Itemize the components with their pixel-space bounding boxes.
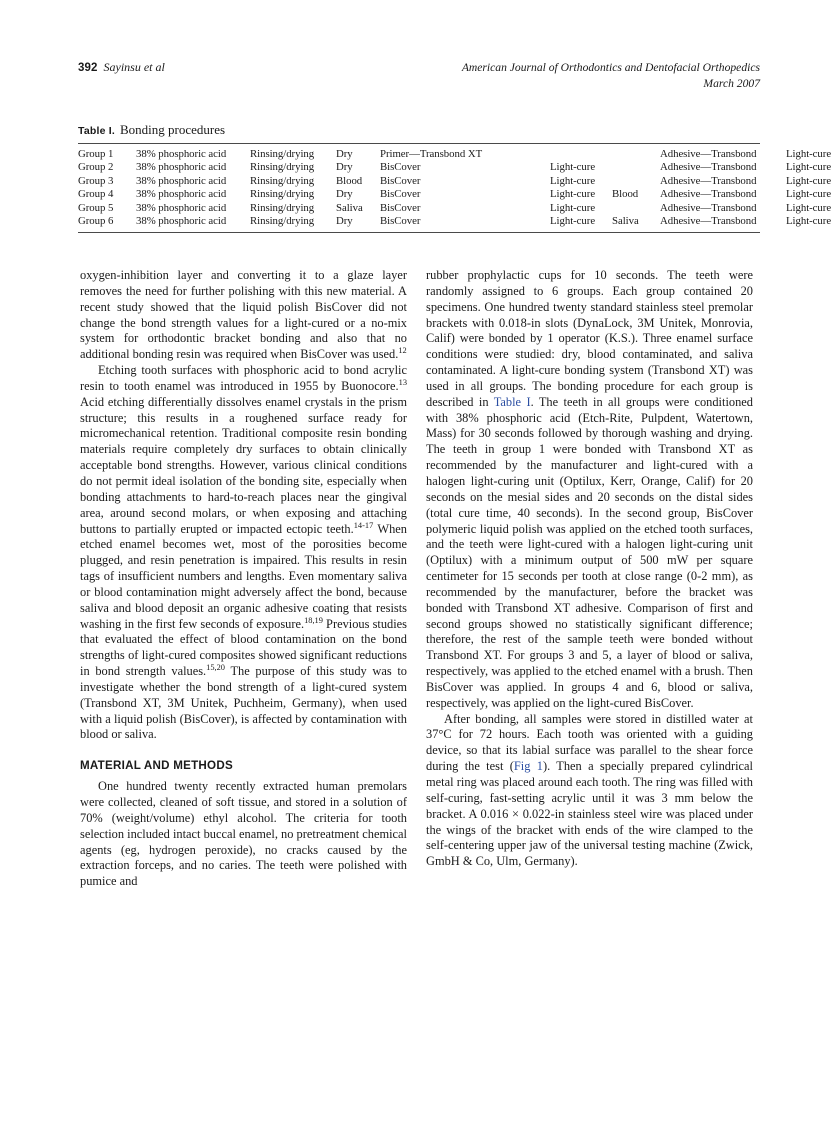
paragraph-text: Previous studies that evaluated the effect of blood contamination on the bond strengths of light-cured composites showed significant reductions in bond strength values. bbox=[80, 616, 407, 679]
cell-etchant: 38% phosphoric acid bbox=[136, 201, 227, 214]
table-row bbox=[78, 202, 838, 215]
cell-cure-2: Light-cure bbox=[786, 174, 832, 187]
cell-cure-2: Light-cure bbox=[786, 148, 832, 160]
paragraph-text: The purpose of this study was to investigate whether the bond strength of a light-cured system (Transbond XT, 3M Unitek, Puchheim, Germany), when used with a liquid polish (BisCover), is affected by contamination with blood or saliva. bbox=[80, 664, 407, 742]
body-column-right bbox=[426, 268, 753, 870]
cell-adhesive: Adhesive—Transbond bbox=[660, 201, 757, 214]
paragraph-after-bonding bbox=[426, 712, 753, 870]
table-bonding-procedures bbox=[78, 122, 832, 233]
cell-rinse: Rinsing/drying bbox=[250, 215, 315, 228]
cell-contaminant: Saliva bbox=[612, 215, 639, 228]
paragraph-text: When etched enamel becomes wet, most of the porosities become plugged, and resin penetration is impaired. This results in resin tags of insufficient numbers and lengths. Even momentary saliva or blood contamination might adversely affect the bond, because saliva and blood deposit an organic adhesive coating that resists washing in the first few seconds of exposure. bbox=[80, 521, 407, 631]
table-label: Table I. bbox=[78, 125, 115, 137]
cell-primer: BisCover bbox=[380, 201, 421, 214]
issue-date: March 2007 bbox=[703, 76, 760, 90]
running-head-left bbox=[78, 60, 165, 75]
table-row bbox=[78, 148, 838, 161]
paragraph-text: Acid etching differentially dissolves enamel crystals in the prism structure; this results in a roughened surface ready for micromechanical retention. Traditional composite resin bonding materials require completely dry surfaces to obtain clinically acceptable bond strengths. However, various clinical conditions do not permit ideal isolation of the bonding site, especially when bonding attachments to hard-to-reach places near the gingival area, around second molars, or when exposing and attaching buttons to partially erupted or impacted ectopic teeth. bbox=[80, 394, 407, 536]
running-head bbox=[78, 60, 760, 100]
table-cross-reference-link[interactable]: Table I bbox=[493, 394, 531, 409]
page-number: 392 bbox=[78, 62, 98, 74]
cell-etchant: 38% phosphoric acid bbox=[136, 188, 227, 201]
cell-group: Group 2 bbox=[78, 161, 114, 174]
cell-primer: Primer—Transbond XT bbox=[380, 148, 483, 160]
reference-marker: 15,20 bbox=[206, 662, 225, 672]
cell-cure-2: Light-cure bbox=[786, 201, 832, 214]
cell-rinse: Rinsing/drying bbox=[250, 161, 315, 174]
reference-marker: 14-17 bbox=[353, 520, 374, 530]
reference-marker: 18,19 bbox=[304, 615, 323, 625]
cell-condition: Dry bbox=[336, 215, 353, 228]
cell-contaminant bbox=[612, 161, 660, 174]
cell-rinse: Rinsing/drying bbox=[250, 188, 315, 201]
cell-condition: Blood bbox=[336, 174, 363, 187]
cell-primer: BisCover bbox=[380, 215, 421, 228]
cell-contaminant bbox=[612, 148, 660, 161]
table-caption bbox=[78, 122, 760, 139]
cell-etchant: 38% phosphoric acid bbox=[136, 161, 227, 174]
cell-contaminant: Blood bbox=[612, 188, 639, 201]
reference-marker: 12 bbox=[398, 346, 407, 356]
paragraph-text: rubber prophylactic cups for 10 seconds. The teeth were randomly assigned to 6 groups. Each group contained 20 specimens. One hundred twenty standard stainless steel premolar brackets with 0.018-in slots (DynaLock, 3M Unitek, Monrovia, Calif) were bonded by 1 operator (K.S.). Three enamel surface conditions were studied: dry, blood contaminated, and saliva contaminated. A light-cure bonding system (Transbond XT) was used in all groups. The bonding procedure for each group is described in bbox=[426, 268, 753, 409]
section-heading-material-and-methods: MATERIAL AND METHODS bbox=[80, 759, 233, 773]
cell-adhesive: Adhesive—Transbond bbox=[660, 161, 757, 174]
cell-group: Group 4 bbox=[78, 188, 114, 201]
cell-cure-1: Light-cure bbox=[550, 201, 596, 214]
cell-rinse: Rinsing/drying bbox=[250, 148, 315, 160]
cell-etchant: 38% phosphoric acid bbox=[136, 148, 227, 160]
cell-group: Group 6 bbox=[78, 215, 114, 228]
paragraph-text: Etching tooth surfaces with phosphoric acid to bond acrylic resin to tooth enamel was introduced in 1955 by Buonocore. bbox=[80, 363, 407, 393]
table-row bbox=[78, 188, 838, 201]
cell-cure-1: Light-cure bbox=[550, 174, 596, 187]
cell-adhesive: Adhesive—Transbond bbox=[660, 174, 757, 187]
cell-condition: Dry bbox=[336, 148, 353, 160]
cell-cure-2: Light-cure bbox=[786, 188, 832, 201]
cell-etchant: 38% phosphoric acid bbox=[136, 215, 227, 228]
cell-group: Group 3 bbox=[78, 174, 114, 187]
cell-rinse: Rinsing/drying bbox=[250, 174, 315, 187]
cell-cure-2: Light-cure bbox=[786, 161, 832, 174]
paragraph-continued bbox=[80, 268, 407, 363]
cell-cure-1: Light-cure bbox=[550, 188, 596, 201]
cell-condition: Dry bbox=[336, 161, 353, 174]
table-row bbox=[78, 175, 838, 188]
cell-adhesive: Adhesive—Transbond bbox=[660, 188, 757, 201]
cell-cure-1 bbox=[550, 148, 612, 161]
paragraph-text: oxygen-inhibition layer and converting it to a glaze layer removes the need for further polishing with this new material. A recent study showed that the liquid polish BisCover did not change the bond strength values for a light-cured or a no-mix system for orthodontic bracket bonding and also that no additional bonding resin was required when BisCover was used. bbox=[80, 268, 407, 362]
paragraph-sample-preparation-continued bbox=[426, 268, 753, 712]
cell-cure-1: Light-cure bbox=[550, 161, 596, 174]
cell-cure-1: Light-cure bbox=[550, 215, 596, 228]
cell-cure-2: Light-cure bbox=[786, 215, 832, 228]
table-rule-bottom bbox=[78, 232, 760, 233]
paragraph-sample-preparation: One hundred twenty recently extracted human premolars were collected, cleaned of soft tissue, and stored in a solution of 70% (weight/volume) ethyl alcohol. The criteria for tooth selection included intact buccal enamel, no pretreatment chemical agents (eg, hydrogen peroxide), no cracks caused by the extraction forceps, and no caries. The teeth were polished with pumice and bbox=[80, 779, 407, 889]
paragraph-text: . The teeth in all groups were conditioned with 38% phosphoric acid (Etch-Rite, Pulpdent, Watertown, Mass) for 30 seconds followed by thorough washing and drying. The teeth in group 1 were bonded with Transbond XT as recommended by the manufacturer and light-cured with a halogen light-curing unit (Optilux, Kerr, Orange, Calif) for 20 seconds on the mesial sides and 20 seconds on the distal sides (total cure time, 40 seconds). In the second group, BisCover polymeric liquid polish was applied on the etched tooth surfaces, and the teeth were light-cured with a halogen light-curing unit (Optilux) with a minimum output of 500 mW per square centimeter for 15 seconds per tooth at close range (0-2 mm), as recommended by the manufacturer, before the bracket was bonded with Transbond XT adhesive. Comparison of first and second groups showed no statistically significant difference; therefore, the rest of the sample teeth were bonded without Transbond XT. For groups 3 and 5, a layer of blood or saliva, respectively, was applied to the etched enamel with a brush. Then BisCover was applied. In groups 4 and 6, blood or saliva, respectively, was applied on the light-cured BisCover. bbox=[426, 394, 753, 710]
cell-contaminant bbox=[612, 202, 660, 215]
table-title: Bonding procedures bbox=[120, 122, 226, 137]
journal-title: American Journal of Orthodontics and Dentofacial Orthopedics bbox=[461, 61, 760, 74]
running-head-right bbox=[462, 60, 760, 91]
table-body bbox=[78, 148, 838, 228]
table-row bbox=[78, 161, 838, 174]
cell-primer: BisCover bbox=[380, 174, 421, 187]
body-column-left bbox=[80, 268, 407, 890]
table-row bbox=[78, 215, 838, 228]
table-rule-top bbox=[78, 143, 760, 144]
cell-contaminant bbox=[612, 175, 660, 188]
paragraph-text: After bonding, all samples were stored in distilled water at 37°C for 72 hours. Each tooth was oriented with a guiding device, so that its labial surface was parallel to the shear force during the test ( bbox=[426, 711, 753, 774]
figure-cross-reference-link[interactable]: Fig 1 bbox=[513, 759, 543, 774]
paragraph-text: ). Then a specially prepared cylindrical metal ring was placed around each tooth. The ring was filled with self-curing, fast-setting acrylic until it was 3 mm below the bracket. A 0.016 × 0.022-in stainless steel wire was placed under the wings of the bracket with ends of the wire clamped to the self-centering upper jaw of the universal testing machine (Zwick, GmbH & Co, Ulm, Germany). bbox=[426, 759, 753, 869]
cell-primer: BisCover bbox=[380, 161, 421, 174]
cell-primer: BisCover bbox=[380, 188, 421, 201]
cell-adhesive: Adhesive—Transbond bbox=[660, 215, 757, 228]
cell-group: Group 1 bbox=[78, 148, 114, 160]
cell-condition: Saliva bbox=[336, 201, 363, 214]
paragraph-etching bbox=[80, 363, 407, 743]
cell-group: Group 5 bbox=[78, 201, 114, 214]
cell-adhesive: Adhesive—Transbond bbox=[660, 148, 757, 160]
reference-marker: 13 bbox=[398, 377, 407, 387]
cell-condition: Dry bbox=[336, 188, 353, 201]
running-head-authors: Sayinsu et al bbox=[103, 60, 165, 74]
cell-rinse: Rinsing/drying bbox=[250, 201, 315, 214]
cell-etchant: 38% phosphoric acid bbox=[136, 174, 227, 187]
table-rows bbox=[78, 148, 838, 228]
